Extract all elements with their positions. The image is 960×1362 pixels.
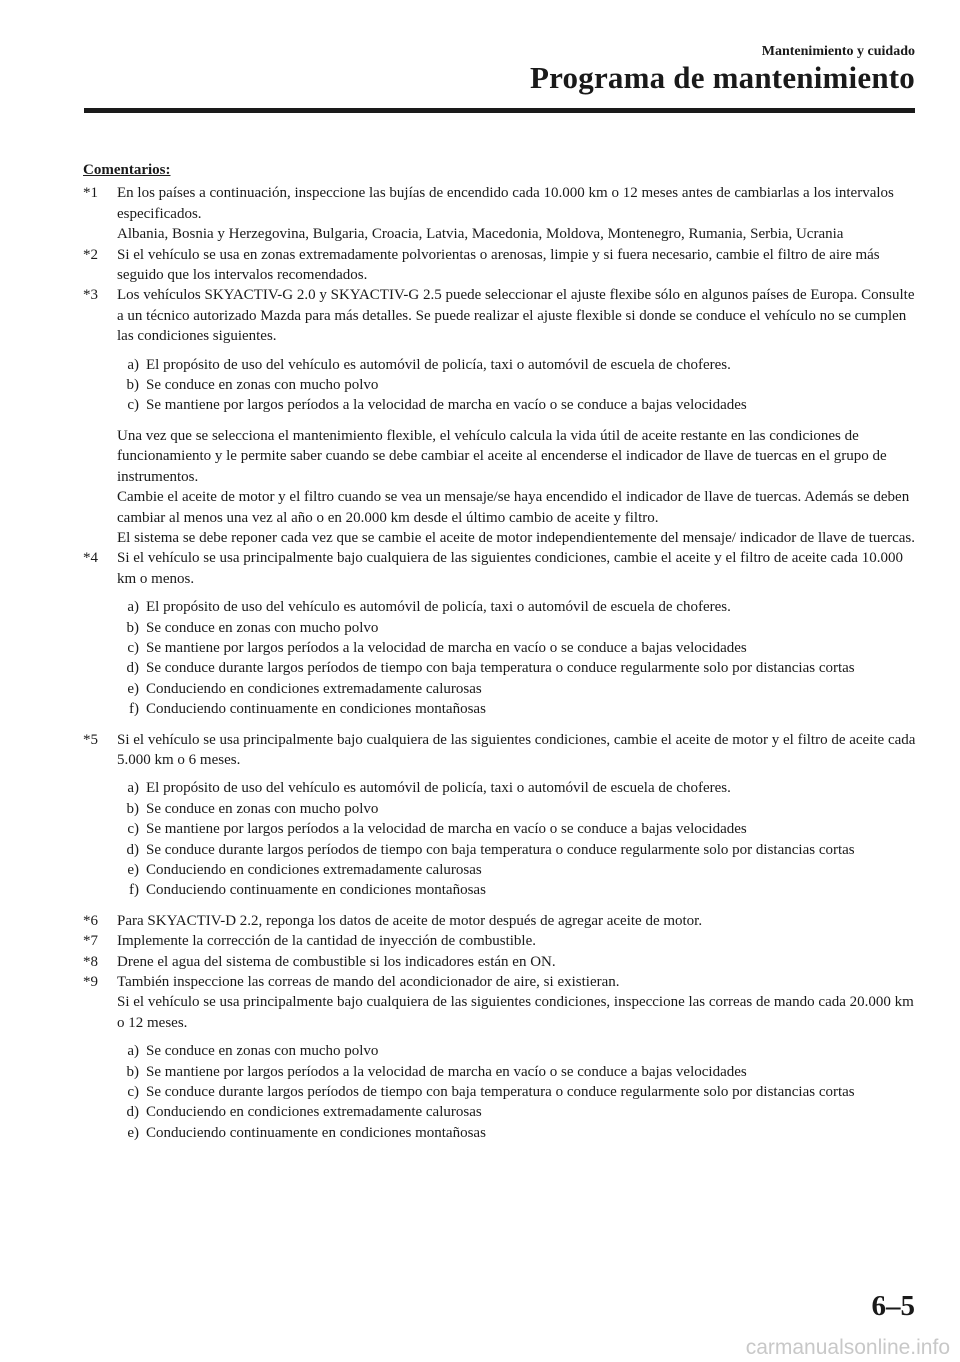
- note-text: Implemente la corrección de la cantidad de inyección de combustible.: [117, 933, 536, 950]
- note-text: El sistema se debe reponer cada vez que se cambie el aceite de motor independientemente del mensaje/ indicador de llave de tuercas.: [117, 529, 915, 546]
- page-number: 6–5: [871, 1290, 915, 1322]
- note-text: Albania, Bosnia y Herzegovina, Bulgaria, Croacia, Latvia, Macedonia, Moldova, Montenegro, Rumania, Serbia, Ucrania: [117, 226, 844, 243]
- list-item: [117, 819, 918, 839]
- item-text: Conduciendo en condiciones extremadamente calurosas: [146, 680, 482, 697]
- list-item: [117, 597, 918, 617]
- item-letter: e): [127, 1124, 139, 1141]
- note-body: [117, 972, 918, 1153]
- item-text: Se conduce durante largos períodos de tiempo con baja temperatura o conduce regularmente solo por distancias cortas: [146, 660, 855, 677]
- item-text: Se conduce durante largos períodos de tiempo con baja temperatura o conduce regularmente solo por distancias cortas: [146, 841, 855, 858]
- item-letter: f): [129, 701, 139, 718]
- note-text: También inspeccione las correas de mando del acondicionador de aire, si existieran.: [117, 974, 620, 991]
- list-item: [117, 1041, 918, 1061]
- item-letter: a): [127, 356, 139, 373]
- item-letter: b): [126, 800, 139, 817]
- note-marker: *4: [83, 550, 98, 567]
- item-letter: a): [127, 1043, 139, 1060]
- item-text: El propósito de uso del vehículo es automóvil de policía, taxi o automóvil de escuela de choferes.: [146, 599, 731, 616]
- note-9: [83, 972, 918, 1153]
- item-letter: b): [126, 619, 139, 636]
- note-text: Los vehículos SKYACTIV-G 2.0 y SKYACTIV-G 2.5 puede seleccionar el ajuste flexibe sólo en algunos países de Europa. Consulte a un técnico autorizado Mazda para más detalles. Se puede realizar el ajuste flexible si donde se conduce el vehículo no se cumplen las condiciones siguientes.: [117, 287, 915, 345]
- list-item: [117, 658, 918, 678]
- condition-list: [117, 597, 918, 719]
- item-letter: e): [127, 862, 139, 878]
- note-text: Si el vehículo se usa en zonas extremadamente polvorientas o arenosas, limpie y si fuera necesario, cambie el filtro de aire más seguido que los intervalos recomendados.: [117, 246, 880, 284]
- list-item: [117, 840, 918, 860]
- note-8: [83, 952, 918, 972]
- item-text: Conduciendo continuamente en condiciones montañosas: [146, 1124, 486, 1141]
- item-letter: b): [126, 377, 139, 394]
- note-marker: *9: [83, 974, 98, 991]
- note-body: [117, 285, 918, 548]
- list-item: [117, 860, 918, 880]
- note-text: Drene el agua del sistema de combustible si los indicadores están en ON.: [117, 953, 556, 970]
- note-text: Una vez que se selecciona el mantenimiento flexible, el vehículo calcula la vida útil de aceite restante en las condiciones de funcionamiento y le permite saber cuando se debe cambiar el aceite al encenderse el indicador de llave de tuercas en el grupo de instrumentos.: [117, 427, 887, 485]
- note-2: [83, 245, 918, 286]
- item-text: El propósito de uso del vehículo es automóvil de policía, taxi o automóvil de escuela de choferes.: [146, 780, 731, 797]
- comments-heading: Comentarios:: [83, 162, 171, 178]
- list-item: [117, 880, 918, 900]
- list-item: [117, 1082, 918, 1102]
- note-body: [117, 931, 918, 951]
- section-name: Mantenimiento y cuidado: [761, 44, 915, 59]
- list-item: [117, 375, 918, 395]
- item-letter: c): [127, 397, 139, 414]
- note-marker: *1: [83, 185, 98, 202]
- item-letter: a): [127, 780, 139, 797]
- item-text: Conduciendo continuamente en condiciones montañosas: [146, 882, 486, 899]
- note-body: [117, 183, 918, 244]
- item-text: Se conduce en zonas con mucho polvo: [146, 619, 379, 636]
- item-letter: d): [126, 1104, 139, 1121]
- note-marker: *2: [83, 246, 98, 263]
- item-letter: f): [129, 882, 139, 899]
- note-body: [117, 548, 918, 729]
- item-text: Se mantiene por largos períodos a la velocidad de marcha en vacío o se conduce a bajas velocidades: [146, 821, 747, 838]
- note-text: Si el vehículo se usa principalmente bajo cualquiera de las siguientes condiciones, cambie el aceite y el filtro de aceite cada 10.000 km o menos.: [117, 550, 903, 587]
- list-item: [117, 1102, 918, 1122]
- note-body: [117, 911, 918, 931]
- item-letter: c): [127, 639, 139, 656]
- note-text: Si el vehículo se usa principalmente bajo cualquiera de las siguientes condiciones, inspeccione las correas de mando cada 20.000 km o 12 meses.: [117, 994, 914, 1031]
- page-title: Programa de mantenimiento: [530, 60, 915, 95]
- item-text: Se conduce durante largos períodos de tiempo con baja temperatura o conduce regularmente solo por distancias cortas: [146, 1084, 855, 1101]
- note-body: [117, 730, 918, 911]
- list-item: [117, 679, 918, 699]
- list-item: [117, 1062, 918, 1082]
- item-text: Conduciendo continuamente en condiciones montañosas: [146, 701, 486, 718]
- note-marker: *7: [83, 933, 98, 950]
- note-4: [83, 548, 918, 729]
- note-text: En los países a continuación, inspeccione las bujías de encendido cada 10.000 km o 12 meses antes de cambiarlas a los intervalos especificados.: [117, 185, 894, 222]
- item-letter: c): [127, 821, 139, 838]
- note-continuation: [117, 426, 918, 548]
- list-item: [117, 395, 918, 415]
- item-letter: b): [126, 1063, 139, 1080]
- note-body: [117, 952, 918, 972]
- item-text: Se conduce en zonas con mucho polvo: [146, 377, 379, 394]
- item-text: El propósito de uso del vehículo es automóvil de policía, taxi o automóvil de escuela de choferes.: [146, 356, 731, 373]
- note-6: [83, 911, 918, 931]
- comments-section: [83, 160, 918, 1153]
- note-text: Cambie el aceite de motor y el filtro cuando se vea un mensaje/se haya encendido el indicador de llave de tuercas. Además se deben cambiar al menos una vez al año o en 20.000 km desde el último cambio de aceite y filtro.: [117, 489, 910, 526]
- list-item: [117, 355, 918, 375]
- item-text: Conduciendo en condiciones extremadamente calurosas: [146, 1104, 482, 1121]
- note-3: [83, 285, 918, 548]
- header-rule: [84, 108, 915, 113]
- condition-list: [117, 778, 918, 900]
- item-text: Se mantiene por largos períodos a la velocidad de marcha en vacío o se conduce a bajas velocidades: [146, 397, 747, 414]
- note-body: [117, 245, 918, 286]
- list-item: [117, 699, 918, 719]
- watermark: carmanualsonline.info: [745, 1336, 950, 1359]
- list-item: [117, 778, 918, 798]
- list-item: [117, 638, 918, 658]
- list-item: [117, 618, 918, 638]
- item-letter: d): [126, 660, 139, 677]
- note-marker: *8: [83, 953, 98, 970]
- note-text: Si el vehículo se usa principalmente bajo cualquiera de las siguientes condiciones, cambie el aceite de motor y el filtro de aceite cada 5.000 km o 6 meses.: [117, 731, 916, 768]
- condition-list: [117, 1041, 918, 1143]
- item-letter: c): [127, 1084, 139, 1101]
- item-text: Se conduce en zonas con mucho polvo: [146, 800, 379, 817]
- note-text: Para SKYACTIV-D 2.2, reponga los datos de aceite de motor después de agregar aceite de motor.: [117, 912, 703, 929]
- item-text: Se mantiene por largos períodos a la velocidad de marcha en vacío o se conduce a bajas velocidades: [146, 1063, 747, 1080]
- note-5: [83, 730, 918, 911]
- item-text: Se mantiene por largos períodos a la velocidad de marcha en vacío o se conduce a bajas velocidades: [146, 639, 747, 656]
- item-letter: e): [127, 680, 139, 697]
- item-text: Se conduce en zonas con mucho polvo: [146, 1043, 379, 1060]
- note-marker: *5: [83, 731, 98, 748]
- note-1: [83, 183, 918, 244]
- item-letter: a): [127, 599, 139, 616]
- note-7: [83, 931, 918, 951]
- list-item: [117, 1123, 918, 1143]
- item-text: Conduciendo en condiciones extremadamente calurosas: [146, 862, 482, 878]
- item-letter: d): [126, 841, 139, 858]
- note-marker: *6: [83, 912, 98, 929]
- condition-list: [117, 355, 918, 416]
- list-item: [117, 799, 918, 819]
- note-marker: *3: [83, 287, 98, 304]
